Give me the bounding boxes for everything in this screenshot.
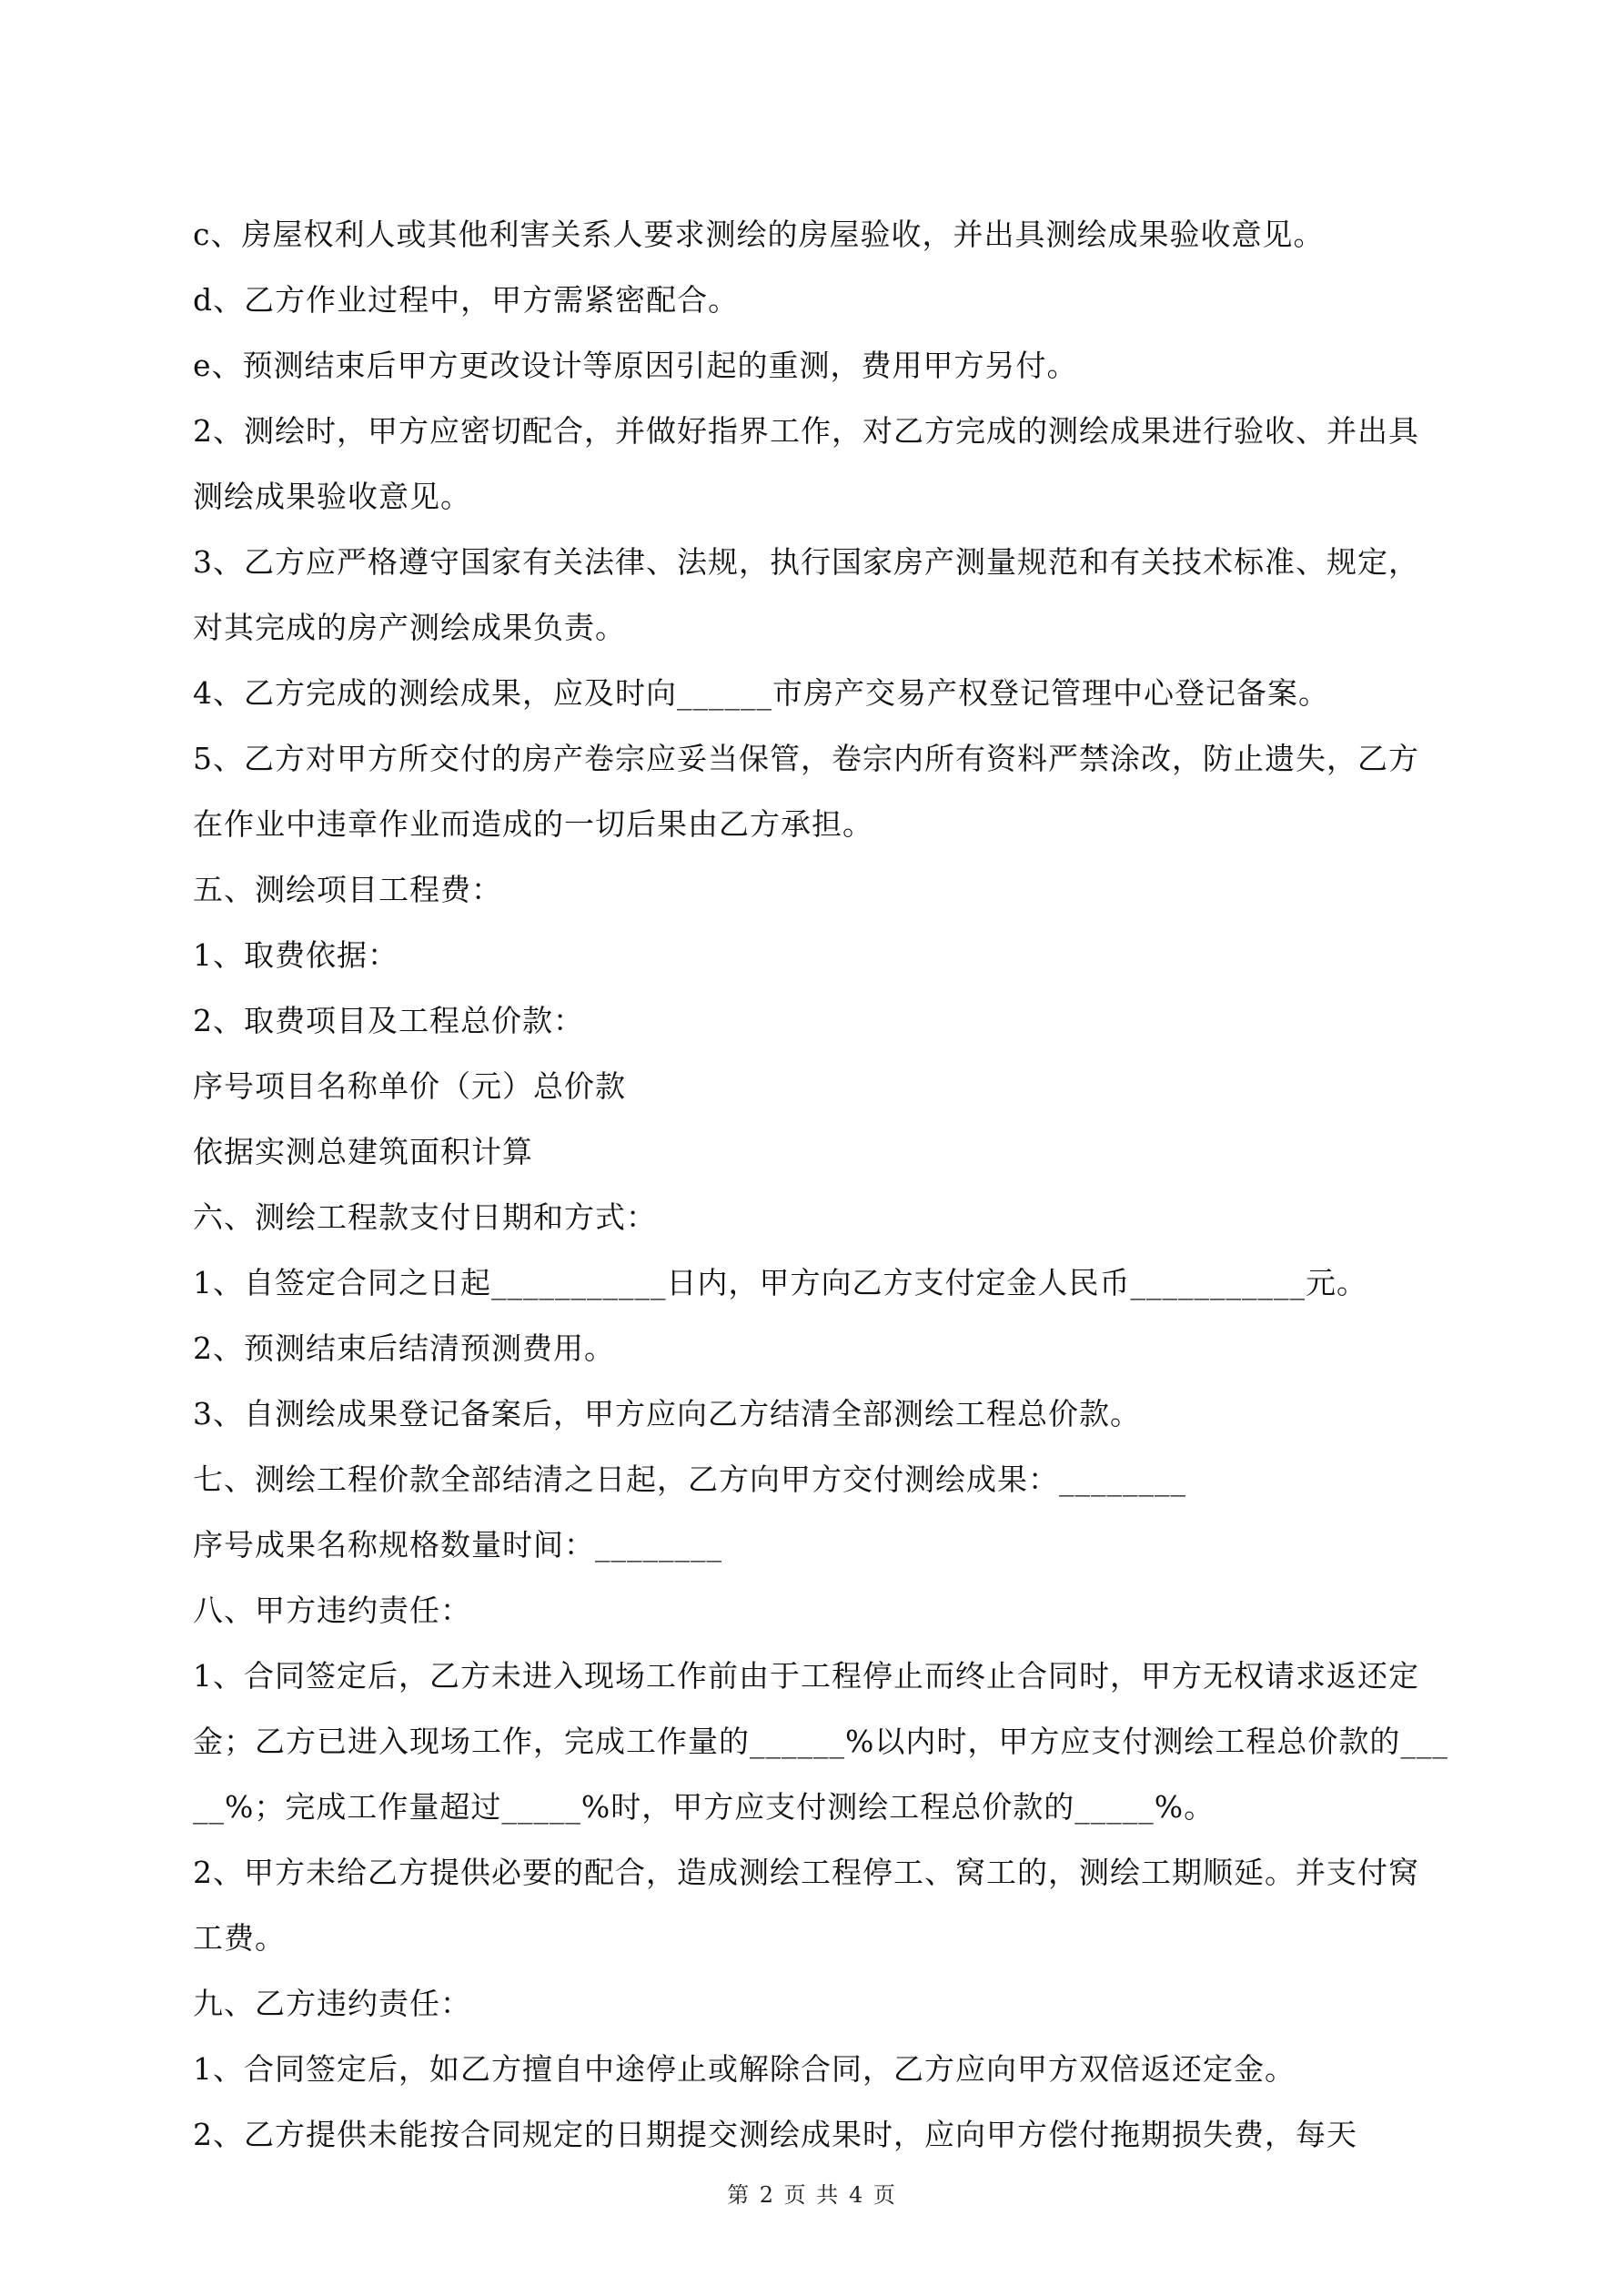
paragraph: 序号成果名称规格数量时间：________	[193, 1527, 722, 1563]
paragraph: 5、乙方对甲方所交付的房产卷宗应妥当保管，卷宗内所有资料严禁涂改，防止遗失，乙方在作业中违章作业而造成的一切后果由乙方承担。	[193, 741, 1419, 842]
paragraph: 1、取费依据：	[193, 937, 398, 973]
paragraph: 2、测绘时，甲方应密切配合，并做好指界工作，对乙方完成的测绘成果进行验收、并出具测绘成果验收意见。	[193, 413, 1419, 514]
section-heading: 七、测绘工程价款全部结清之日起，乙方向甲方交付测绘成果：________	[193, 1462, 1186, 1497]
paragraph: 2、乙方提供未能按合同规定的日期提交测绘成果时，应向甲方偿付拖期损失费，每天	[193, 2117, 1357, 2152]
paragraph: 2、预测结束后结清预测费用。	[193, 1330, 615, 1366]
paragraph: 序号项目名称单价（元）总价款	[193, 1068, 626, 1104]
paragraph: 1、自签定合同之日起___________日内，甲方向乙方支付定金人民币___________元。	[193, 1265, 1367, 1300]
paragraph: 1、合同签定后，乙方未进入现场工作前由于工程停止而终止合同时，甲方无权请求返还定金；乙方已进入现场工作，完成工作量的______%以内时，甲方应支付测绘工程总价款的_____%；完成工作量超过_____%时，甲方应支付测绘工程总价款的_____%。	[193, 1658, 1448, 1825]
section-heading: 五、测绘项目工程费：	[193, 872, 502, 907]
section-heading: 八、甲方违约责任：	[193, 1593, 471, 1628]
paragraph: c、房屋权利人或其他利害关系人要求测绘的房屋验收，并出具测绘成果验收意见。	[193, 217, 1325, 252]
section-heading: 六、测绘工程款支付日期和方式：	[193, 1199, 657, 1235]
page-number-footer: 第 2 页 共 4 页	[727, 2182, 897, 2208]
paragraph: 3、乙方应严格遵守国家有关法律、法规，执行国家房产测量规范和有关技术标准、规定，对其完成的房产测绘成果负责。	[193, 544, 1419, 645]
paragraph: 3、自测绘成果登记备案后，甲方应向乙方结清全部测绘工程总价款。	[193, 1396, 1141, 1431]
paragraph: 2、取费项目及工程总价款：	[193, 1003, 584, 1038]
paragraph: 2、甲方未给乙方提供必要的配合，造成测绘工程停工、窝工的，测绘工期顺延。并支付窝工费。	[193, 1855, 1419, 1956]
paragraph: 依据实测总建筑面积计算	[193, 1134, 533, 1169]
paragraph: 1、合同签定后，如乙方擅自中途停止或解除合同，乙方应向甲方双倍返还定金。	[193, 2051, 1296, 2087]
paragraph: 4、乙方完成的测绘成果，应及时向______市房产交易产权登记管理中心登记备案。	[193, 675, 1329, 711]
paragraph: e、预测结束后甲方更改设计等原因引起的重测，费用甲方另付。	[193, 348, 1078, 383]
paragraph: d、乙方作业过程中，甲方需紧密配合。	[193, 282, 740, 318]
section-heading: 九、乙方违约责任：	[193, 1986, 471, 2021]
document-body	[193, 202, 1448, 2168]
